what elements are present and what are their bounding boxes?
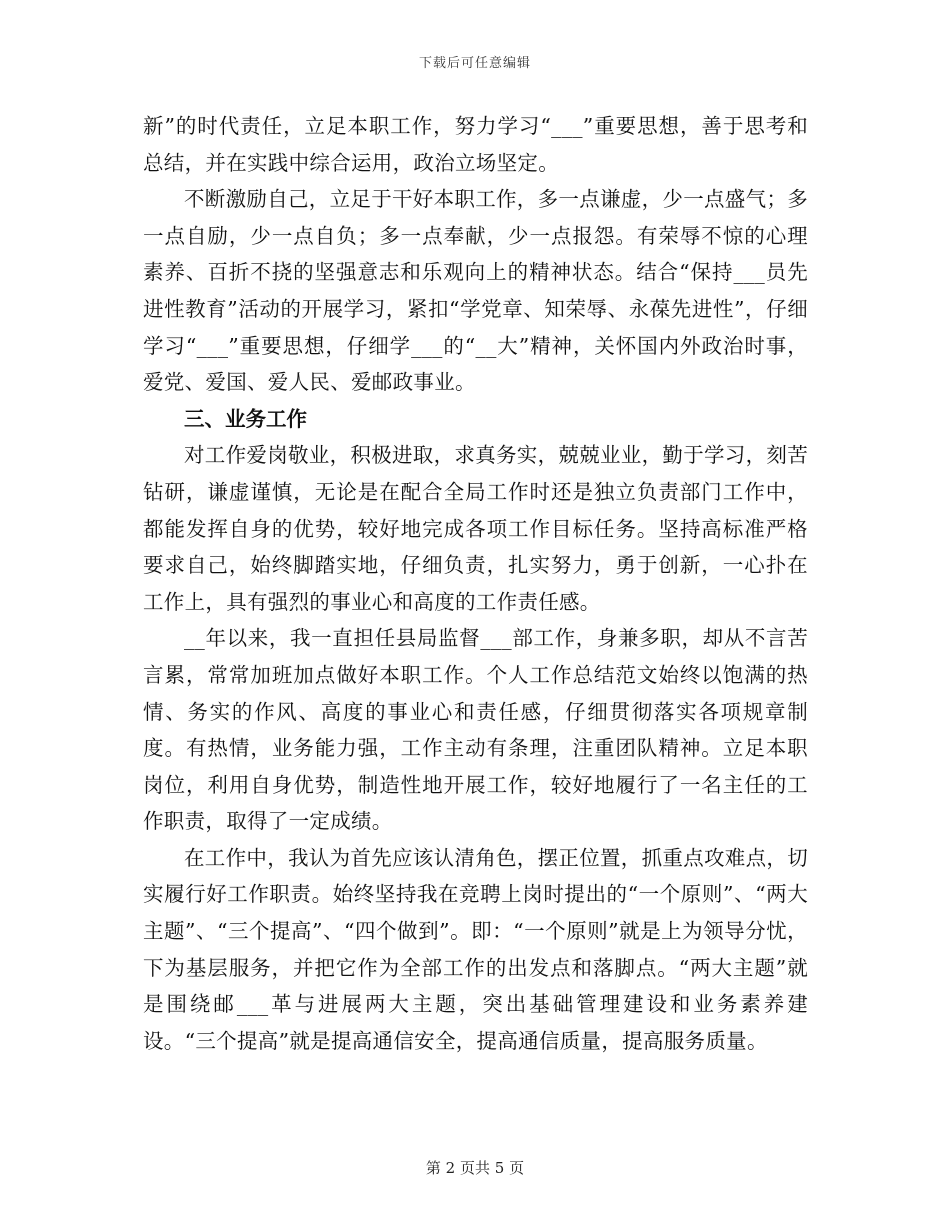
paragraph-principles: 在工作中，我认为首先应该认清角色，摆正位置，抓重点攻难点，切实履行好工作职责。始终坚持我在竞聘上岗时提出的“一个原则”、“两大主题”、“三个提高”、“四个做到”。即：“一个原则”就是上为领导分忧，下为基层服务，并把它作为全部工作的出发点和落脚点。“两大主题”就是围绕邮___革与进展两大主题，突出基础管理建设和业务素养建设。“三个提高”就是提高通信安全，提高通信质量，提高服务质量。 xyxy=(143,845,808,1053)
paragraph-position-history: __年以来，我一直担任县局监督___部工作，身兼多职，却从不言苦言累，常常加班加点做好本职工作。个人工作总结范文始终以饱满的热情、务实的作风、高度的事业心和责任感，仔细贯彻落实各项规章制度。有热情，业务能力强，工作主动有条理，注重团队精神。立足本职岗位，利用自身优势，制造性地开展工作，较好地履行了一名主任的工作职责，取得了一定成绩。 xyxy=(143,626,808,834)
paragraph-self-motivation: 不断激励自己，立足于干好本职工作，多一点谦虚，少一点盛气；多一点自励，少一点自负；多一点奉献，少一点报怨。有荣辱不惊的心理素养、百折不挠的坚强意志和乐观向上的精神状态。结合“保持___员先进性教育”活动的开展学习，紧扣“学党章、知荣辱、永葆先进性”，仔细学习“___”重要思想，仔细学___的“__大”精神，关怀国内外政治时事，爱党、爱国、爱人民、爱邮政事业。 xyxy=(143,187,808,395)
paragraph-continuation: 新”的时代责任，立足本职工作，努力学习“___”重要思想，善于思考和总结，并在实践中综合运用，政治立场坚定。 xyxy=(143,114,808,175)
paragraph-work-attitude: 对工作爱岗敬业，积极进取，求真务实，兢兢业业，勤于学习，刻苦钻研，谦虚谨慎，无论是在配合全局工作时还是独立负责部门工作中，都能发挥自身的优势，较好地完成各项工作目标任务。坚持高标准严格要求自己，始终脚踏实地，仔细负责，扎实努力，勇于创新，一心扑在工作上，具有强烈的事业心和高度的工作责任感。 xyxy=(143,443,808,614)
page-header: 下载后可任意编辑 xyxy=(418,56,531,71)
section-heading-business-work: 三、业务工作 xyxy=(184,406,307,431)
page-footer: 第 2 页共 5 页 xyxy=(425,1159,525,1177)
document-body xyxy=(143,108,808,1059)
